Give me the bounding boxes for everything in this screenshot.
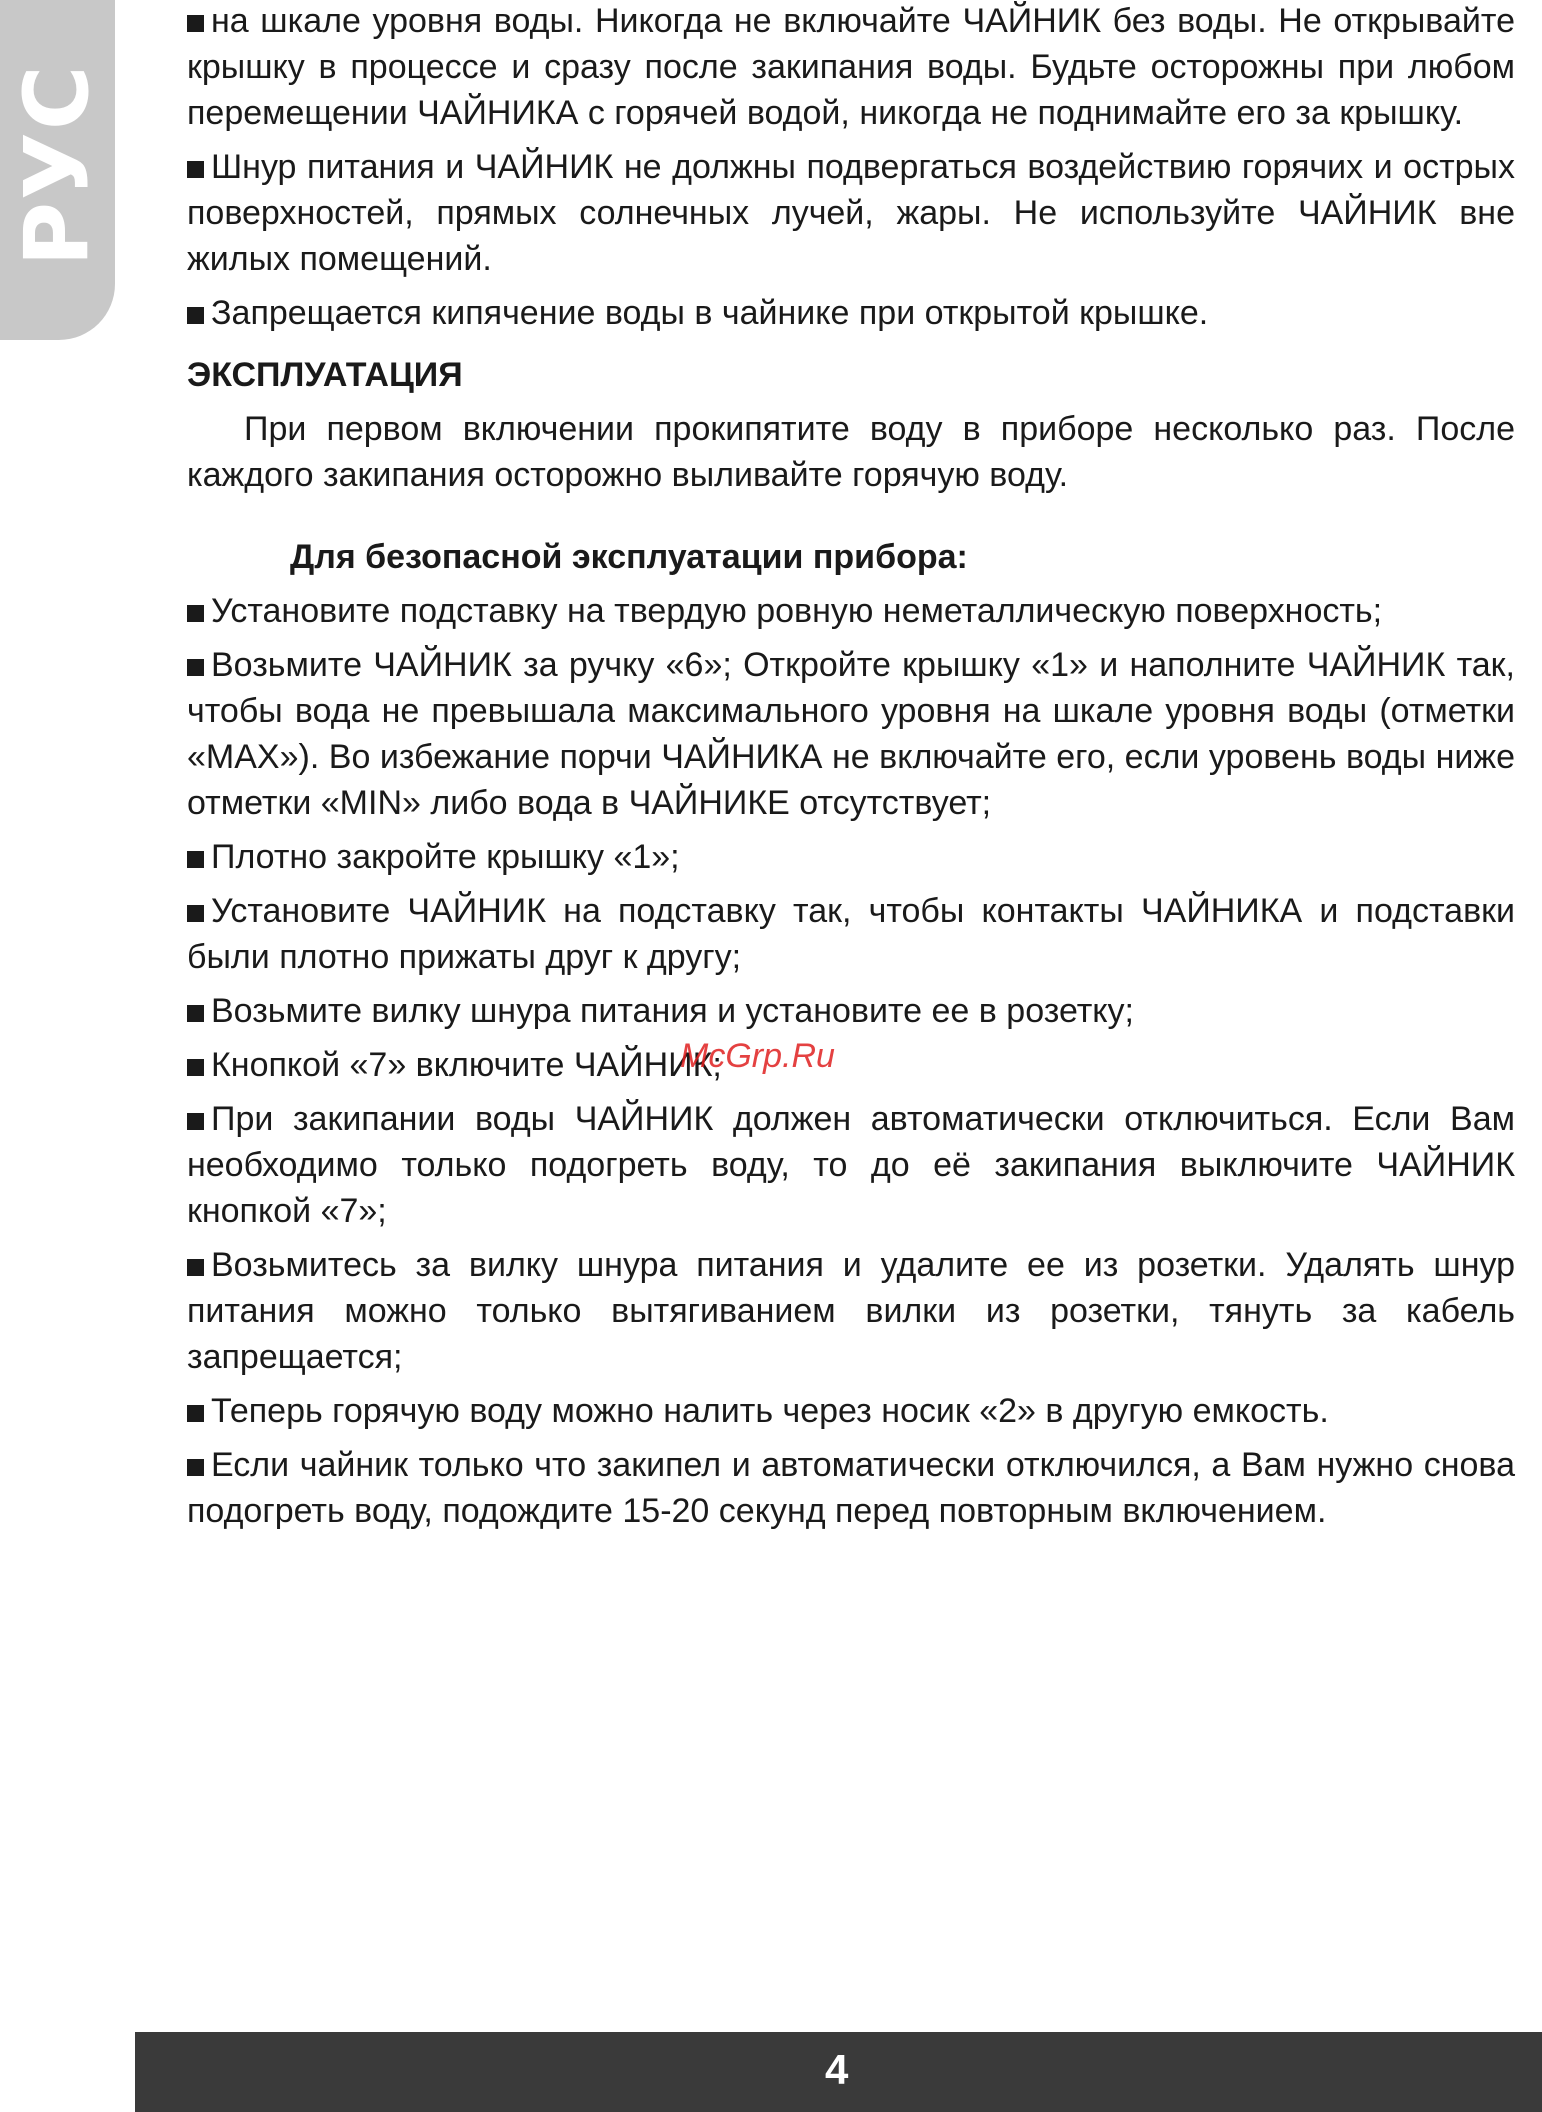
list-item: Возьмитесь за вилку шнура питания и удалите ее из розетки. Удалять шнур питания можно только вытягиванием вилки из розетки, тянуть за кабель запрещается; <box>187 1246 1515 1376</box>
bullet-square-icon <box>187 605 204 622</box>
bullet-square-icon <box>187 1005 204 1022</box>
bullet-square-icon <box>187 1405 204 1422</box>
bullet-square-icon <box>187 659 204 676</box>
section-title: ЭКСПЛУАТАЦИЯ <box>187 356 463 394</box>
list-item: Установите ЧАЙНИК на подставку так, чтобы контакты ЧАЙНИКА и подставки были плотно прижаты друг к другу; <box>187 892 1515 976</box>
list-item: на шкале уровня воды. Никогда не включайте ЧАЙНИК без воды. Не открывайте крышку в процессе и сразу после закипания воды. Будьте осторожны при любом перемещении ЧАЙНИКА с горячей водой, никогда не поднимайте его за крышку. <box>187 2 1515 132</box>
bullet-square-icon <box>187 1459 204 1476</box>
bullet-square-icon <box>187 307 204 324</box>
language-tab-label: РУС <box>5 63 109 267</box>
bullet-square-icon <box>187 1059 204 1076</box>
list-item: Запрещается кипячение воды в чайнике при открытой крышке. <box>187 290 1515 336</box>
bullet-square-icon <box>187 15 204 32</box>
intro-paragraph: При первом включении прокипятите воду в приборе несколько раз. После каждого закипания осторожно выливайте горячую воду. <box>187 410 1515 494</box>
list-item: Теперь горячую воду можно налить через носик «2» в другую емкость. <box>187 1388 1515 1434</box>
list-item: Кнопкой «7» включите ЧАЙНИК; <box>187 1042 1515 1088</box>
bullet-square-icon <box>187 1259 204 1276</box>
list-item: Возьмите вилку шнура питания и установите ее в розетку; <box>187 988 1515 1034</box>
page-content <box>187 0 1515 1542</box>
list-item: При закипании воды ЧАЙНИК должен автоматически отключиться. Если Вам необходимо только подогреть воду, то до её закипания выключите ЧАЙНИК кнопкой «7»; <box>187 1100 1515 1230</box>
bullet-square-icon <box>187 161 204 178</box>
list-item: Установите подставку на твердую ровную неметаллическую поверхность; <box>187 588 1515 634</box>
watermark: McGrp.Ru <box>680 1037 835 1075</box>
list-item: Плотно закройте крышку «1»; <box>187 834 1515 880</box>
list-item: Возьмите ЧАЙНИК за ручку «6»; Откройте крышку «1» и наполните ЧАЙНИК так, чтобы вода не превышала максимального уровня на шкале уровня воды (отметки «MAX»). Во избежание порчи ЧАЙНИКА не включайте его, если уровень воды ниже отметки «MIN» либо вода в ЧАЙНИКЕ отсутствует; <box>187 646 1515 822</box>
subheading: Для безопасной эксплуатации прибора: <box>290 538 968 576</box>
bullet-square-icon <box>187 1113 204 1130</box>
page-footer <box>135 2032 1542 2112</box>
language-tab <box>0 0 115 340</box>
list-item: Шнур питания и ЧАЙНИК не должны подвергаться воздействию горячих и острых поверхностей, прямых солнечных лучей, жары. Не используйте ЧАЙНИК вне жилых помещений. <box>187 148 1515 278</box>
bullet-square-icon <box>187 851 204 868</box>
bullet-square-icon <box>187 905 204 922</box>
list-item: Если чайник только что закипел и автоматически отключился, а Вам нужно снова подогреть воду, подождите 15-20 секунд перед повторным включением. <box>187 1446 1515 1530</box>
page-number: 4 <box>825 2046 849 2093</box>
